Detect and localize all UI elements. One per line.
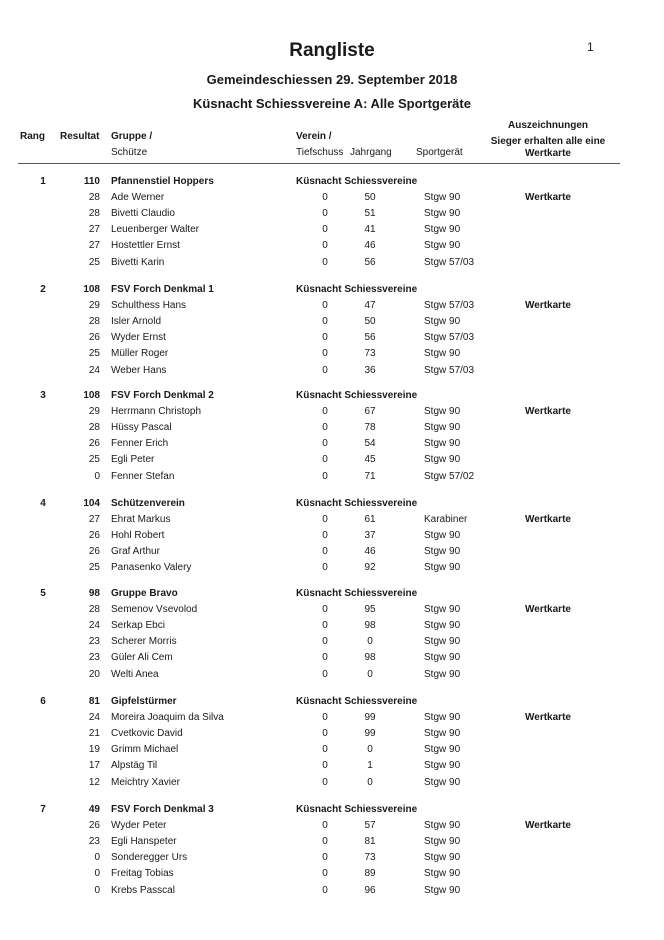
shooter-tiefschuss: 0 [322,852,328,863]
shooter-award: Wertkarte [525,820,571,831]
group-rank: 2 [40,284,46,295]
shooter-tiefschuss: 0 [322,300,328,311]
shooter-tiefschuss: 0 [322,530,328,541]
group-row [0,588,664,604]
shooter-jahrgang: 1 [367,760,373,771]
shooter-name: Hüssy Pascal [111,422,172,433]
shooter-name: Meichtry Xavier [111,777,180,788]
shooter-award: Wertkarte [525,604,571,615]
shooter-sportgeraet: Stgw 90 [424,240,461,251]
shooter-tiefschuss: 0 [322,652,328,663]
shooter-name: Grimm Michael [111,744,179,755]
shooter-row [0,332,664,348]
shooter-sportgeraet: Stgw 90 [424,744,461,755]
shooter-sportgeraet: Stgw 90 [424,454,461,465]
group-name: Schützenverein [111,498,185,509]
shooter-sportgeraet: Stgw 90 [424,885,461,896]
shooter-name: Hohl Robert [111,530,165,541]
group-row [0,498,664,514]
shooter-tiefschuss: 0 [322,604,328,615]
group-name: Gipfelstürmer [111,696,177,707]
shooter-jahrgang: 98 [364,620,376,631]
shooter-result: 0 [94,885,100,896]
shooter-name: Bivetti Claudio [111,208,175,219]
shooter-row [0,546,664,562]
shooter-jahrgang: 73 [364,348,376,359]
shooter-result: 29 [88,300,100,311]
shooter-sportgeraet: Stgw 90 [424,422,461,433]
shooter-tiefschuss: 0 [322,348,328,359]
shooter-name: Egli Hanspeter [111,836,177,847]
shooter-result: 28 [88,192,100,203]
shooter-row [0,406,664,422]
shooter-row [0,208,664,224]
shooter-tiefschuss: 0 [322,224,328,235]
shooter-tiefschuss: 0 [322,454,328,465]
shooter-tiefschuss: 0 [322,885,328,896]
shooter-name: Schulthess Hans [111,300,187,311]
shooter-jahrgang: 47 [364,300,376,311]
shooter-name: Cvetkovic David [111,728,183,739]
shooter-result: 25 [88,562,100,573]
shooter-tiefschuss: 0 [322,546,328,557]
shooter-name: Ehrat Markus [111,514,171,525]
shooter-award: Wertkarte [525,300,571,311]
page-title: Rangliste [289,40,375,61]
shooter-result: 24 [88,365,100,376]
shooter-sportgeraet: Stgw 90 [424,652,461,663]
shooter-result: 26 [88,332,100,343]
shooter-tiefschuss: 0 [322,471,328,482]
shooter-sportgeraet: Stgw 90 [424,852,461,863]
shooter-row [0,604,664,620]
shooter-jahrgang: 50 [364,316,376,327]
shooter-tiefschuss: 0 [322,332,328,343]
shooter-jahrgang: 50 [364,192,376,203]
shooter-name: Sonderegger Urs [111,852,188,863]
shooter-sportgeraet: Stgw 90 [424,530,461,541]
shooter-result: 28 [88,604,100,615]
shooter-name: Krebs Passcal [111,885,175,896]
group-club: Küsnacht Schiessvereine [296,804,418,815]
shooter-tiefschuss: 0 [322,760,328,771]
category-subtitle: Küsnacht Schiessvereine A: Alle Sportgeräte [193,96,471,111]
group-rank: 6 [40,696,46,707]
shooter-tiefschuss: 0 [322,514,328,525]
shooter-jahrgang: 99 [364,712,376,723]
shooter-award: Wertkarte [525,192,571,203]
shooter-result: 29 [88,406,100,417]
shooter-sportgeraet: Stgw 90 [424,636,461,647]
group-rank: 4 [40,498,46,509]
group-row [0,176,664,192]
shooter-tiefschuss: 0 [322,208,328,219]
shooter-tiefschuss: 0 [322,422,328,433]
shooter-sportgeraet: Stgw 57/03 [424,300,475,311]
shooter-result: 25 [88,348,100,359]
shooter-jahrgang: 81 [364,836,376,847]
shooter-row [0,562,664,578]
shooter-result: 20 [88,669,100,680]
shooter-tiefschuss: 0 [322,257,328,268]
shooter-tiefschuss: 0 [322,836,328,847]
col-jahrgang: Jahrgang [350,147,392,158]
shooter-jahrgang: 46 [364,240,376,251]
shooter-name: Freitag Tobias [111,868,174,879]
shooter-result: 26 [88,438,100,449]
shooter-row [0,852,664,868]
shooter-jahrgang: 56 [364,257,376,268]
shooter-result: 25 [88,257,100,268]
shooter-result: 24 [88,620,100,631]
shooter-name: Serkap Ebci [111,620,165,631]
shooter-name: Hostettler Ernst [111,240,180,251]
shooter-sportgeraet: Stgw 90 [424,406,461,417]
group-result: 98 [88,588,100,599]
shooter-result: 17 [88,760,100,771]
shooter-tiefschuss: 0 [322,438,328,449]
shooter-row [0,636,664,652]
group-result: 81 [88,696,100,707]
group-row [0,696,664,712]
shooter-sportgeraet: Stgw 90 [424,620,461,631]
shooter-tiefschuss: 0 [322,777,328,788]
group-club: Küsnacht Schiessvereine [296,696,418,707]
col-verein: Verein / [296,131,332,142]
shooter-name: Müller Roger [111,348,169,359]
group-club: Küsnacht Schiessvereine [296,176,418,187]
shooter-row [0,669,664,685]
group-name: FSV Forch Denkmal 1 [111,284,214,295]
shooter-jahrgang: 73 [364,852,376,863]
shooter-jahrgang: 54 [364,438,376,449]
shooter-result: 26 [88,546,100,557]
group-result: 108 [83,284,100,295]
shooter-row [0,885,664,901]
shooter-jahrgang: 56 [364,332,376,343]
shooter-jahrgang: 96 [364,885,376,896]
group-club: Küsnacht Schiessvereine [296,284,418,295]
shooter-jahrgang: 98 [364,652,376,663]
shooter-name: Welti Anea [111,669,159,680]
shooter-tiefschuss: 0 [322,744,328,755]
shooter-result: 23 [88,836,100,847]
shooter-jahrgang: 78 [364,422,376,433]
shooter-row [0,316,664,332]
shooter-row [0,712,664,728]
shooter-award: Wertkarte [525,514,571,525]
group-row [0,390,664,406]
shooter-sportgeraet: Stgw 90 [424,760,461,771]
shooter-sportgeraet: Stgw 90 [424,669,461,680]
group-name: Pfannenstiel Hoppers [111,176,214,187]
shooter-sportgeraet: Stgw 90 [424,777,461,788]
shooter-result: 0 [94,471,100,482]
shooter-sportgeraet: Stgw 90 [424,820,461,831]
group-row [0,284,664,300]
group-rank: 5 [40,588,46,599]
shooter-jahrgang: 57 [364,820,376,831]
shooter-jahrgang: 46 [364,546,376,557]
col-resultat: Resultat [60,131,100,142]
shooter-sportgeraet: Stgw 90 [424,192,461,203]
shooter-award: Wertkarte [525,406,571,417]
header-divider [18,163,620,164]
shooter-jahrgang: 0 [367,744,373,755]
shooter-award: Wertkarte [525,712,571,723]
group-result: 110 [83,176,100,187]
shooter-row [0,836,664,852]
shooter-jahrgang: 36 [364,365,376,376]
shooter-name: Fenner Stefan [111,471,175,482]
shooter-row [0,744,664,760]
shooter-result: 23 [88,636,100,647]
shooter-tiefschuss: 0 [322,562,328,573]
shooter-sportgeraet: Stgw 90 [424,348,461,359]
shooter-jahrgang: 89 [364,868,376,879]
shooter-result: 24 [88,712,100,723]
shooter-result: 25 [88,454,100,465]
shooter-row [0,530,664,546]
group-row [0,804,664,820]
shooter-tiefschuss: 0 [322,868,328,879]
shooter-tiefschuss: 0 [322,406,328,417]
shooter-row [0,257,664,273]
shooter-sportgeraet: Stgw 90 [424,728,461,739]
shooter-jahrgang: 71 [364,471,376,482]
group-rank: 1 [40,176,46,187]
shooter-tiefschuss: 0 [322,240,328,251]
col-gruppe: Gruppe / [111,131,153,142]
shooter-sportgeraet: Stgw 57/03 [424,365,475,376]
shooter-sportgeraet: Stgw 90 [424,868,461,879]
shooter-name: Moreira Joaquim da Silva [111,712,224,723]
shooter-result: 28 [88,208,100,219]
group-name: FSV Forch Denkmal 3 [111,804,214,815]
shooter-result: 28 [88,422,100,433]
col-schuetze: Schütze [111,147,148,158]
shooter-row [0,224,664,240]
group-rank: 3 [40,390,46,401]
col-sieger-note-2: Wertkarte [525,148,571,159]
shooter-tiefschuss: 0 [322,316,328,327]
shooter-sportgeraet: Karabiner [424,514,468,525]
shooter-jahrgang: 95 [364,604,376,615]
shooter-name: Egli Peter [111,454,155,465]
shooter-name: Leuenberger Walter [111,224,200,235]
group-club: Küsnacht Schiessvereine [296,498,418,509]
shooter-sportgeraet: Stgw 90 [424,208,461,219]
shooter-sportgeraet: Stgw 90 [424,316,461,327]
shooter-tiefschuss: 0 [322,712,328,723]
shooter-sportgeraet: Stgw 90 [424,562,461,573]
shooter-jahrgang: 51 [364,208,376,219]
group-club: Küsnacht Schiessvereine [296,390,418,401]
shooter-name: Fenner Erich [111,438,169,449]
shooter-result: 27 [88,514,100,525]
col-sportgeraet: Sportgerät [416,147,463,158]
shooter-result: 19 [88,744,100,755]
shooter-name: Semenov Vsevolod [111,604,198,615]
shooter-row [0,240,664,256]
shooter-name: Herrmann Christoph [111,406,202,417]
shooter-result: 26 [88,820,100,831]
shooter-name: Graf Arthur [111,546,160,557]
shooter-result: 0 [94,852,100,863]
shooter-tiefschuss: 0 [322,620,328,631]
shooter-result: 21 [88,728,100,739]
shooter-sportgeraet: Stgw 57/02 [424,471,475,482]
shooter-row [0,820,664,836]
group-name: Gruppe Bravo [111,588,178,599]
shooter-row [0,422,664,438]
shooter-sportgeraet: Stgw 57/03 [424,332,475,343]
shooter-result: 27 [88,224,100,235]
shooter-jahrgang: 99 [364,728,376,739]
shooter-jahrgang: 61 [364,514,376,525]
shooter-tiefschuss: 0 [322,669,328,680]
shooter-result: 12 [88,777,100,788]
shooter-row [0,777,664,793]
shooter-sportgeraet: Stgw 90 [424,712,461,723]
col-rang: Rang [20,131,45,142]
group-club: Küsnacht Schiessvereine [296,588,418,599]
shooter-jahrgang: 67 [364,406,376,417]
shooter-sportgeraet: Stgw 90 [424,604,461,615]
shooter-jahrgang: 37 [364,530,376,541]
group-rank: 7 [40,804,46,815]
group-result: 104 [83,498,100,509]
shooter-row [0,728,664,744]
shooter-sportgeraet: Stgw 90 [424,546,461,557]
shooter-row [0,348,664,364]
shooter-row [0,365,664,381]
shooter-name: Bivetti Karin [111,257,165,268]
shooter-tiefschuss: 0 [322,365,328,376]
shooter-result: 27 [88,240,100,251]
shooter-row [0,760,664,776]
shooter-name: Wyder Peter [111,820,167,831]
shooter-row [0,652,664,668]
col-sieger-note: Sieger erhalten alle eine [490,136,606,147]
shooter-name: Panasenko Valery [111,562,192,573]
col-auszeichnungen: Auszeichnungen [507,120,588,131]
shooter-name: Isler Arnold [111,316,162,327]
shooter-result: 0 [94,868,100,879]
shooter-sportgeraet: Stgw 90 [424,438,461,449]
shooter-result: 23 [88,652,100,663]
shooter-jahrgang: 0 [367,636,373,647]
shooter-row [0,300,664,316]
shooter-name: Wyder Ernst [111,332,166,343]
shooter-row [0,868,664,884]
group-name: FSV Forch Denkmal 2 [111,390,214,401]
shooter-tiefschuss: 0 [322,636,328,647]
shooter-result: 26 [88,530,100,541]
shooter-row [0,514,664,530]
shooter-sportgeraet: Stgw 57/03 [424,257,475,268]
shooter-row [0,192,664,208]
shooter-name: Weber Hans [111,365,167,376]
shooter-sportgeraet: Stgw 90 [424,224,461,235]
shooter-name: Alpstäg Til [111,760,158,771]
shooter-jahrgang: 45 [364,454,376,465]
page-number: 1 [587,40,594,54]
shooter-row [0,471,664,487]
shooter-jahrgang: 41 [364,224,376,235]
shooter-sportgeraet: Stgw 90 [424,836,461,847]
event-subtitle: Gemeindeschiessen 29. September 2018 [206,72,458,87]
shooter-jahrgang: 0 [367,669,373,680]
group-result: 49 [88,804,100,815]
shooter-jahrgang: 0 [367,777,373,788]
shooter-row [0,438,664,454]
shooter-result: 28 [88,316,100,327]
shooter-row [0,620,664,636]
shooter-name: Ade Werner [111,192,165,203]
col-tiefschuss: Tiefschuss [296,147,344,158]
shooter-name: Güler Ali Cem [111,652,173,663]
shooter-name: Scherer Morris [111,636,177,647]
shooter-tiefschuss: 0 [322,192,328,203]
shooter-row [0,454,664,470]
shooter-jahrgang: 92 [364,562,376,573]
group-result: 108 [83,390,100,401]
shooter-tiefschuss: 0 [322,820,328,831]
shooter-tiefschuss: 0 [322,728,328,739]
